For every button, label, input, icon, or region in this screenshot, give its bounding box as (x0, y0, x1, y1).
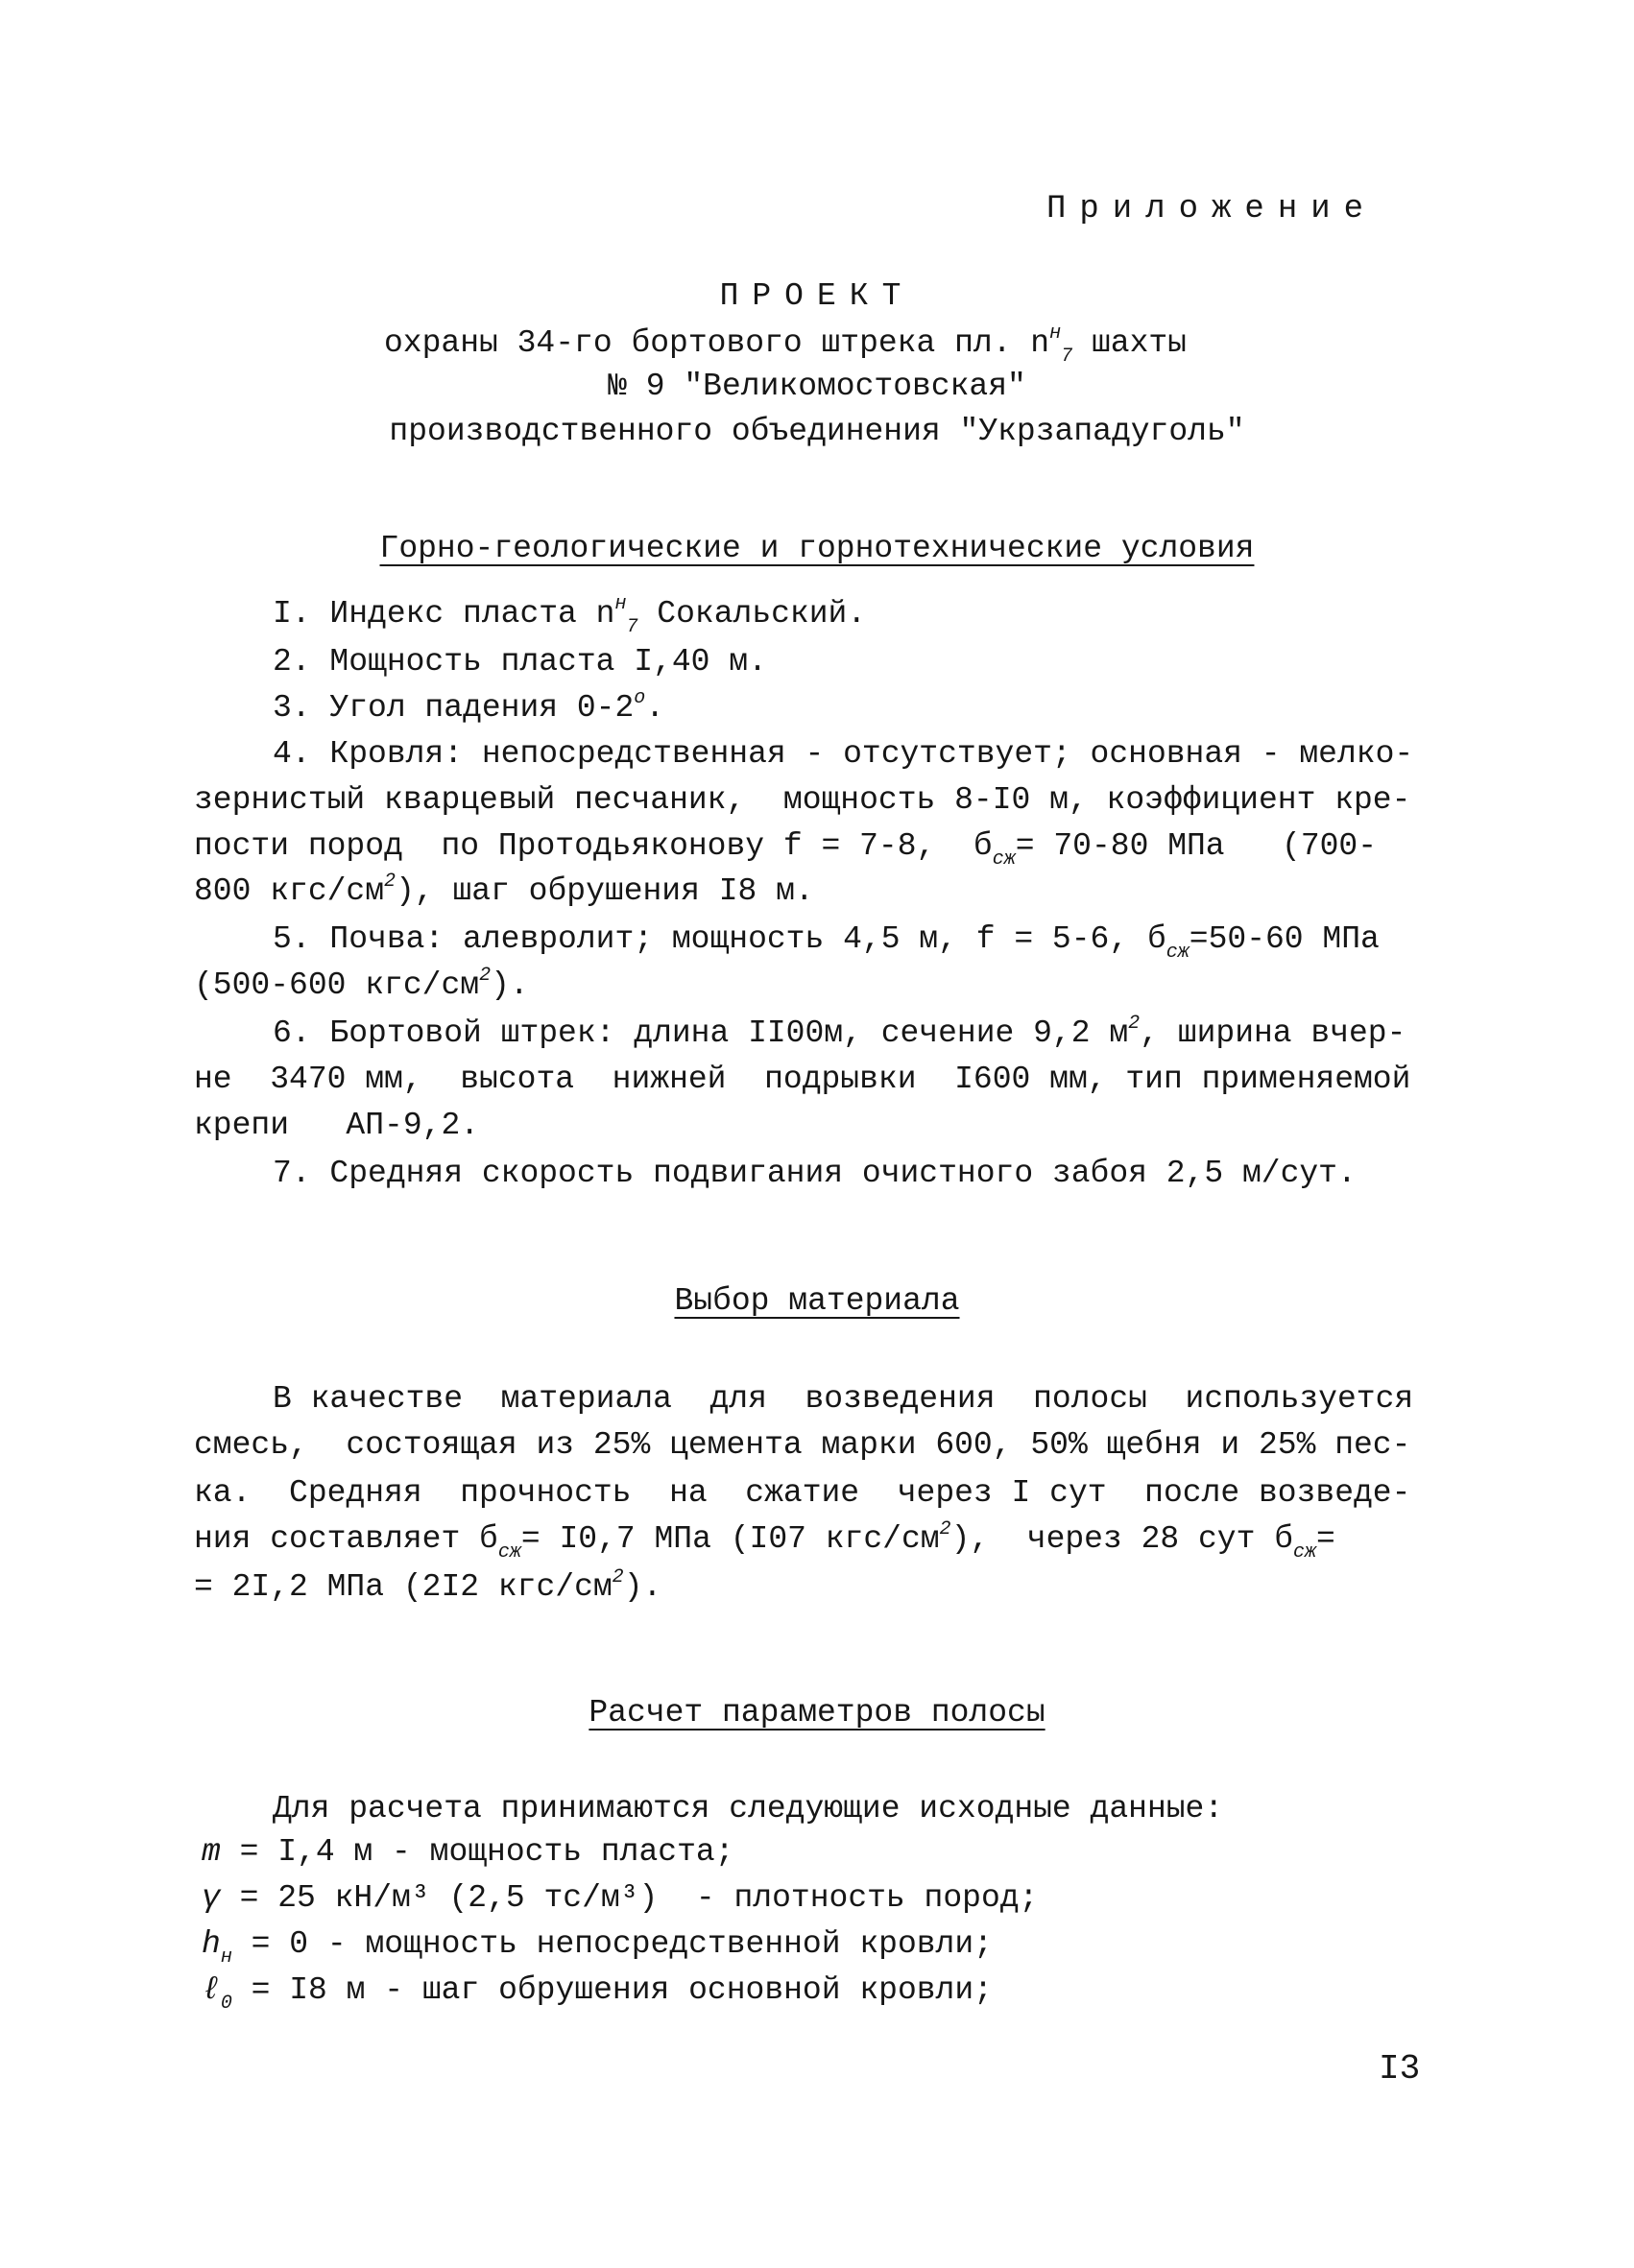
superscript: 2 (479, 965, 492, 987)
project-subtitle-line3: производственного объединения "Укрзападуголь" (389, 414, 1245, 449)
text-run: зернистый кварцевый песчаник, мощность 8-I0 м, коэффициент кре- (194, 782, 1411, 818)
superscript: 2 (384, 871, 396, 893)
text-run: ). (623, 1569, 662, 1605)
subtitle-end: шахты (1091, 325, 1187, 361)
text-run: 800 кгс/см (194, 873, 385, 909)
text-run: =50-60 МПа (1189, 921, 1380, 957)
conditions-line-12 (194, 1105, 479, 1147)
text-run: пости пород по Протодьяконову f = 7-8, б (194, 828, 993, 864)
material-line-5 (194, 1566, 661, 1612)
text-run: 3. Угол падения 0-2 (273, 690, 635, 726)
material-line-2 (194, 1424, 1410, 1467)
project-title: ПРОЕКТ (719, 278, 915, 314)
text-run: крепи АП-9,2. (194, 1108, 480, 1143)
subscript: сж (497, 1541, 521, 1564)
index-sub: 7 (1061, 346, 1073, 368)
parameter-line-1 (202, 1831, 734, 1874)
text-run: 2. Мощность пласта I,40 м. (273, 644, 767, 680)
material-line-1 (273, 1378, 1413, 1420)
text-run: 6. Бортовой штрек: длина II00м, сечение 9,2 м (273, 1015, 1129, 1051)
conditions-line-10 (273, 1013, 1406, 1059)
parameter-line-3 (202, 1923, 993, 1970)
material-line-4 (194, 1518, 1335, 1564)
conditions-line-13 (273, 1153, 1357, 1195)
section-heading-calculation: Расчет параметров полосы (589, 1695, 1045, 1731)
text-run: , ширина вчер- (1140, 1015, 1406, 1051)
text-run: 5. Почва: алевролит; мощность 4,5 м, f = 5-6, б (273, 921, 1166, 957)
superscript: 2 (1128, 1013, 1141, 1035)
project-subtitle-line1 (384, 322, 1187, 369)
subscript: н (220, 1946, 232, 1969)
section-heading-material: Выбор материала (674, 1283, 960, 1319)
page-number: I3 (1379, 2049, 1421, 2089)
subtitle-text: охраны 34-го бортового штрека пл. n (384, 325, 1050, 361)
text-run: не 3470 мм, высота нижней подрывки I600 мм, тип применяемой (194, 1062, 1411, 1097)
subscript: сж (992, 848, 1016, 871)
superscript: 2 (612, 1566, 624, 1588)
parameter-text: = 25 кН/м³ (2,5 тс/м³) - плотность пород; (220, 1880, 1039, 1916)
text-run: ния составляет б (194, 1521, 498, 1557)
text-run: = 2I,2 МПа (2I2 кгс/см (194, 1569, 613, 1605)
conditions-line-2 (273, 641, 767, 683)
conditions-line-11 (194, 1059, 1410, 1101)
text-run: ка. Средняя прочность на сжатие через I сут после возведе- (194, 1475, 1411, 1511)
conditions-line-5 (194, 779, 1410, 822)
index-sup: н (1049, 322, 1062, 345)
text-run: = (1316, 1521, 1335, 1557)
conditions-line-9 (194, 965, 529, 1011)
text-run: = 70-80 МПа (700- (1015, 828, 1378, 864)
subscript: сж (1165, 942, 1189, 964)
subscript: 0 (220, 1993, 232, 2015)
parameter-line-4 (202, 1970, 993, 2016)
conditions-line-3 (273, 687, 664, 733)
conditions-line-4 (273, 733, 1413, 776)
text-run: = I0,7 МПа (I07 кгс/см (520, 1521, 940, 1557)
material-line-3 (194, 1472, 1410, 1515)
section-heading-conditions: Горно-геологические и горнотехнические условия (379, 531, 1255, 566)
parameter-symbol: γ (202, 1880, 221, 1916)
text-run: I. Индекс пласта n (273, 596, 615, 632)
parameter-text: = 0 - мощность непосредственной кровли; (231, 1926, 993, 1962)
superscript: н (614, 593, 627, 615)
project-subtitle-line2: № 9 "Великомостовская" (608, 369, 1026, 404)
superscript: о (634, 687, 646, 709)
conditions-line-7 (194, 871, 814, 917)
text-run: ), шаг обрушения I8 м. (396, 873, 814, 909)
text-run: . (645, 690, 665, 726)
text-run: Сокальский. (637, 596, 867, 632)
subscript: 7 (626, 616, 638, 638)
text-run: смесь, состоящая из 25% цемента марки 600, 50% щебня и 25% пес- (194, 1427, 1411, 1463)
parameter-symbol: ℓ (202, 1972, 221, 2008)
parameter-line-2 (202, 1877, 1038, 1920)
calculation-intro: Для расчета принимаются следующие исходные данные: (273, 1791, 1224, 1826)
text-run: ). (491, 967, 529, 1003)
appendix-label: Приложение (1046, 191, 1378, 227)
text-run: 4. Кровля: непосредственная - отсутствует; основная - мелко- (273, 736, 1414, 772)
parameter-text: = I8 м - шаг обрушения основной кровли; (231, 1972, 993, 2008)
parameter-symbol: m (202, 1834, 221, 1870)
conditions-line-8 (273, 919, 1380, 965)
subscript: сж (1293, 1541, 1317, 1564)
text-run: В качестве материала для возведения полосы используется (273, 1381, 1414, 1417)
conditions-line-1 (273, 593, 866, 639)
text-run: (500-600 кгс/см (194, 967, 480, 1003)
text-run: ), через 28 сут б (950, 1521, 1294, 1557)
conditions-line-6 (194, 825, 1377, 871)
superscript: 2 (939, 1518, 951, 1540)
text-run: 7. Средняя скорость подвигания очистного забоя 2,5 м/сут. (273, 1156, 1357, 1191)
parameter-text: = I,4 м - мощность пласта; (220, 1834, 734, 1870)
parameter-symbol: h (202, 1926, 221, 1962)
